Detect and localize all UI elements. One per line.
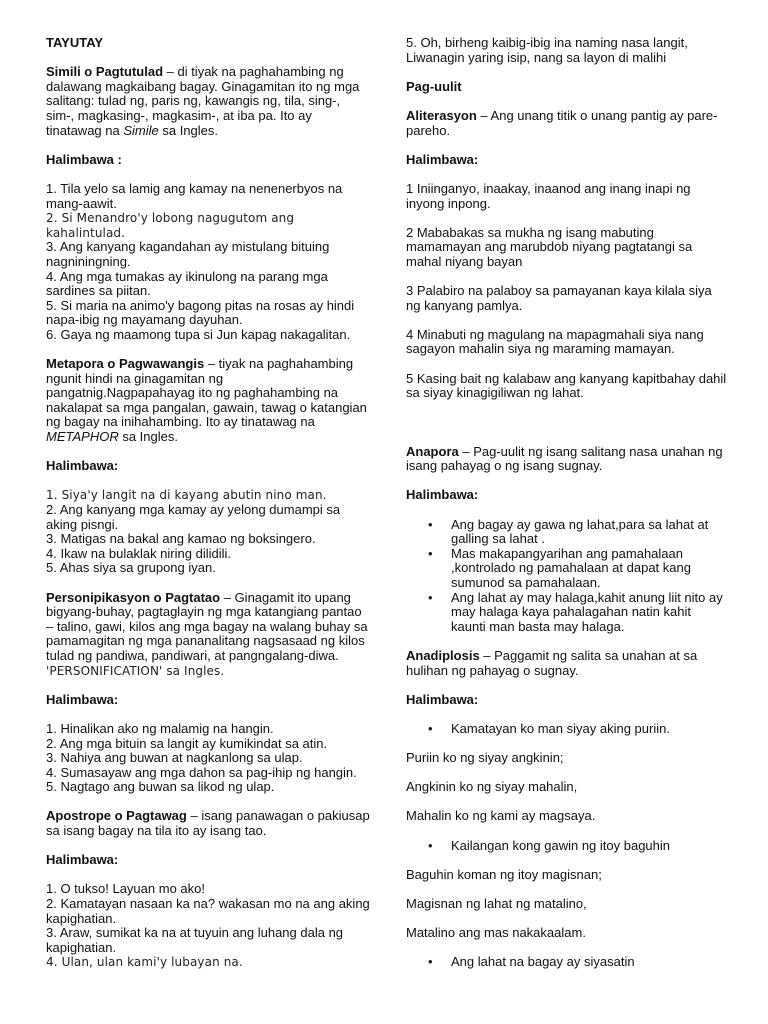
metapora-english-term: METAPHOR [46,429,119,445]
metapora-term: Metapora o Pagwawangis [46,356,205,372]
apostrope-example-4: 4. Ulan, ulan kami'y lubayan na. [46,955,243,970]
personipikasyon-example-1: 1. Hinalikan ako ng malamig na hangin. [46,720,274,736]
simili-def-text: – di tiyak na paghahambing ng dalawang magkaibang bagay. Ginagamitan ito ng mga salitang: tulad ng, paris ng, kawangis ng, tila, sing-, sim-, magkasing-, magkasim-, at iba pa. Ito ay tinatawag na [46,64,360,138]
personipikasyon-halimbawa-heading: Halimbawa: [46,691,119,707]
anadiplosis-line-1: Puriin ko ng siyay angkinin; [406,750,564,766]
anadiplosis-term: Anadiplosis [406,647,480,663]
anadiplosis-line-6: Matalino ang mas nakakaalam. [406,925,586,941]
aliterasyon-term: Aliterasyon [406,107,477,123]
aliterasyon-example-4: 4 Minabuti ng magulang na mapagmahali siya nang sagayon mahalin siya ng maraming mamayan. [406,326,704,357]
apostrope-example-1: 1. O tukso! Layuan mo ako! [46,881,205,897]
metapora-example-3: 3. Matigas na bakal ang kamao ng boksingero. [46,531,316,547]
personipikasyon-example-2: 2. Ang mga bituin sa langit ay kumikindat sa atin. [46,735,328,751]
anapora-example-3: • Ang lahat ay may halaga,kahit anung liit nito ay may halaga kaya pahalagahan natin kahit kaunti man basta may halaga. [406,591,728,635]
anadiplosis-line-2: Angkinin ko ng siyay mahalin, [406,779,578,795]
simili-def-tail: sa Ingles. [158,122,219,138]
aliterasyon-example-5: 5 Kasing bait ng kalabaw ang kanyang kapitbahay dahil sa siyay kinagigiliwan ng lahat. [406,370,727,401]
document-title: TAYUTAY [46,35,104,50]
anadiplosis-bullet-1 [406,722,728,737]
anadiplosis-definition [406,649,728,678]
apostrope-example-3: 3. Araw, sumikat ka na at tuyuin ang luhang dala ng kapighatian. [46,925,344,955]
aliterasyon-example-3: 3 Palabiro na palaboy sa pamayanan kaya kilala siya ng kanyang pamlya. [406,283,712,313]
aliterasyon-def-text: – Ang unang titik o unang pantig ay pare-pareho. [406,107,718,138]
anadiplosis-bullet-3-text: • Ang lahat na bagay ay siyasatin [406,955,728,970]
anadiplosis-bullet-1-text: • Kamatayan ko man siyay aking puriin. [406,722,728,737]
simili-english-term: Simile [123,122,159,138]
personipikasyon-example-5: 5. Nagtago ang buwan sa likod ng ulap. [46,779,275,795]
simili-definition [46,65,370,138]
simili-example-6: 6. Gaya ng maamong tupa si Jun kapag nakagalitan. [46,326,351,342]
anapora-halimbawa-heading: Halimbawa: [406,487,479,503]
anadiplosis-halimbawa-heading: Halimbawa: [406,691,479,707]
metapora-halimbawa-heading: Halimbawa: [46,458,119,474]
personipikasyon-def-text: – Ginagamit ito upang bigyang-buhay, pagtaglayin ng mga katangiang pantao – talino, gawi, kilos ang mga bagay na walang buhay sa pamamagitan ng mga pananalitang nagsasaad ng kilos tulad ng pandiwa, pandiwari, at pangngalang-diwa. [46,589,368,663]
apostrope-def-text: – isang panawagan o pakiusap sa isang bagay na tila ito ay isang tao. [46,808,370,839]
apostrope-example-2: 2. Kamatayan nasaan ka na? wakasan mo na ang aking kapighatian. [46,896,370,926]
apostrope-term: Apostrope o Pagtawag [46,808,187,824]
metapora-example-5: 5. Ahas siya sa grupong iyan. [46,560,216,576]
personipikasyon-example-3: 3. Nahiya ang buwan at nagkanlong sa ulap. [46,750,303,766]
personipikasyon-def-tail: 'PERSONIFICATION' sa Ingles. [46,663,225,678]
metapora-def-text: – tiyak na paghahambing ngunit hindi na ginagamitan ng pangatnig.Nagpapahayag ito ng paghahambing na nakalapat sa mga pangalan, gawain, tawag o katangian ng bagay na inihahambing. Ito ay tinatawag na [46,356,367,430]
anadiplosis-bullet-3 [406,955,728,970]
anadiplosis-bullet-2 [406,839,728,854]
anapora-definition [406,445,728,474]
apostrope-halimbawa-heading: Halimbawa: [46,852,119,868]
simili-term: Simili o Pagtutulad [46,64,164,80]
metapora-def-tail: sa Ingles. [118,429,178,445]
simili-example-3: 3. Ang kanyang kagandahan ay mistulang bituing nagniningning. [46,239,330,269]
paguulit-heading: Pag-uulit [406,78,462,94]
personipikasyon-definition [46,591,370,664]
simili-example-1: 1. Tila yelo sa lamig ang kamay na nenenerbyos na mang-aawit. [46,180,343,211]
left-column [46,36,370,970]
aliterasyon-halimbawa-heading: Halimbawa: [406,151,479,167]
aliterasyon-example-2: 2 Mababakas sa mukha ng isang mabuting mamamayan ang marubdob niyang pagtatangi sa mahal niyang bayan [406,224,693,269]
aliterasyon-example-1: 1 Iniinganyo, inaakay, inaanod ang inang inapi ng inyong inpong. [406,180,691,211]
apostrope-example-5: 5. Oh, birheng kaibig-ibig ina naming nasa langit, Liwanagin yaring isip, nang sa layon di malihi [406,35,688,65]
anadiplosis-line-3: Mahalin ko ng kami ay magsaya. [406,808,596,824]
anapora-def-text: – Pag-uulit ng isang salitang nasa unahan ng isang pahayag o ng isang sugnay. [406,443,723,474]
apostrope-definition [46,809,370,838]
anapora-example-2: • Mas makapangyarihan ang pamahalaan ,kontrolado ng pamahalaan at dapat kang sumunod sa pamahalaan. [406,547,728,591]
simili-example-5: 5. Si maria na animo'y bagong pitas na rosas ay hindi napa-ibig ng mayamang dayuhan. [46,297,355,328]
anadiplosis-def-text: – Paggamit ng salita sa unahan at sa hulihan ng pahayag o sugnay. [406,647,698,678]
metapora-example-4: 4. Ikaw na bulaklak niring dilidili. [46,545,231,561]
aliterasyon-definition [406,109,728,138]
simili-example-4: 4. Ang mga tumakas ay ikinulong na parang mga sardines sa piitan. [46,268,328,299]
metapora-definition [46,357,370,445]
anapora-term: Anapora [406,443,459,459]
simili-example-2: 2. Si Menandro'y lobong nagugutom ang kahalintulad. [46,211,295,240]
simili-halimbawa-heading: Halimbawa : [46,151,122,167]
anadiplosis-line-4: Baguhin koman ng itoy magisnan; [406,866,602,882]
anapora-example-1: • Ang bagay ay gawa ng lahat,para sa lahat at galling sa lahat . [406,518,728,547]
metapora-example-2: 2. Ang kanyang mga kamay ay yelong dumampi sa aking pisngi. [46,502,341,532]
anapora-example-list [406,518,728,635]
personipikasyon-example-4: 4. Sumasayaw ang mga dahon sa pag-ihip ng hangin. [46,764,357,780]
metapora-example-1: 1. Siya'y langit na di kayang abutin nino man. [46,488,327,503]
anadiplosis-line-5: Magisnan ng lahat ng matalino, [406,896,587,912]
anadiplosis-bullet-2-text: • Kailangan kong gawin ng itoy baguhin [406,839,728,854]
right-column [406,36,728,970]
personipikasyon-term: Personipikasyon o Pagtatao [46,589,221,605]
